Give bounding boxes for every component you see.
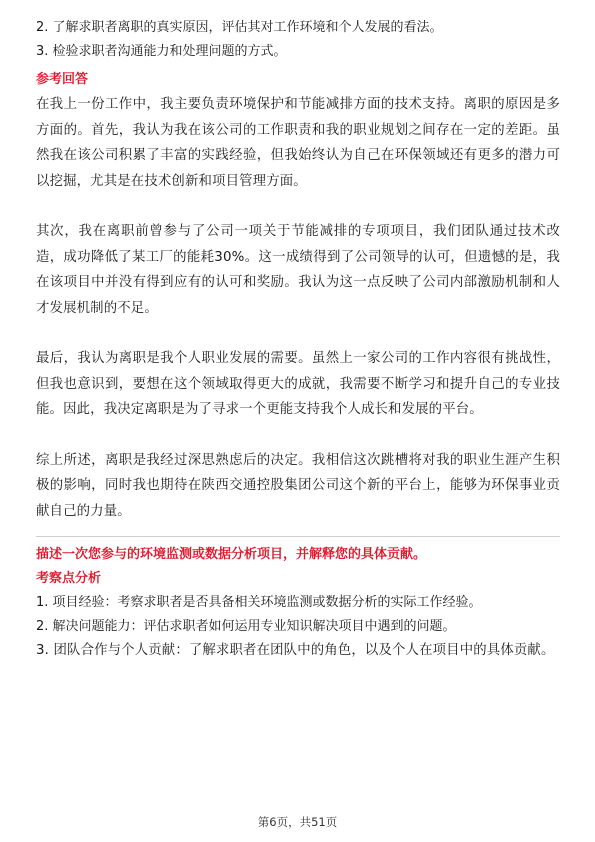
page-content (36, 16, 560, 663)
list-item: 3. 团队合作与个人贡献：了解求职者在团队中的角色，以及个人在项目中的具体贡献。 (36, 643, 555, 658)
list-item: 3. 检验求职者沟通能力和处理问题的方式。 (36, 44, 287, 59)
list-item: 2. 解决问题能力：评估求职者如何运用专业知识解决项目中遇到的问题。 (36, 619, 456, 634)
answer-paragraph: 其次，我在离职前曾参与了公司一项关于节能减排的专项项目，我们团队通过技术改造，成功降低了某工厂的能耗30%。这一成绩得到了公司领导的认可，但遗憾的是，我在该项目中并没有得到应有的认可和奖励。我认为这一点反映了公司内部激励机制和人才发展机制的不足。 (36, 224, 560, 316)
section-divider (36, 536, 560, 537)
answer-paragraph: 最后，我认为离职是我个人职业发展的需要。虽然上一家公司的工作内容很有挑战性，但我也意识到，要想在这个领域取得更大的成就，我需要不断学习和提升自己的专业技能。因此，我决定离职是为了寻求一个更能支持我个人成长和发展的平台。 (36, 351, 560, 417)
list-item: 1. 项目经验：考察求职者是否具备相关环境监测或数据分析的实际工作经验。 (36, 595, 482, 610)
answer-heading: 参考回答 (36, 72, 89, 87)
answer-paragraph: 在我上一份工作中，我主要负责环境保护和节能减排方面的技术支持。离职的原因是多方面的。首先，我认为我在该公司的工作职责和我的职业规划之间存在一定的差距。虽然我在该公司积累了丰富的实践经验，但我始终认为自己在环保领域还有更多的潜力可以挖掘，尤其是在技术创新和项目管理方面。 (36, 97, 560, 189)
question-title: 描述一次您参与的环境监测或数据分析项目，并解释您的具体贡献。 (36, 547, 427, 562)
answer-paragraph: 综上所述，离职是我经过深思熟虑后的决定。我相信这次跳槽将对我的职业生涯产生积极的影响，同时我也期待在陕西交通控股集团公司这个新的平台上，能够为环保事业贡献自己的力量。 (36, 452, 560, 519)
analysis-heading: 考察点分析 (36, 571, 102, 586)
list-item: 2. 了解求职者离职的真实原因，评估其对工作环境和个人发展的看法。 (36, 20, 443, 35)
page-number: 第6页，共51页 (257, 815, 338, 829)
